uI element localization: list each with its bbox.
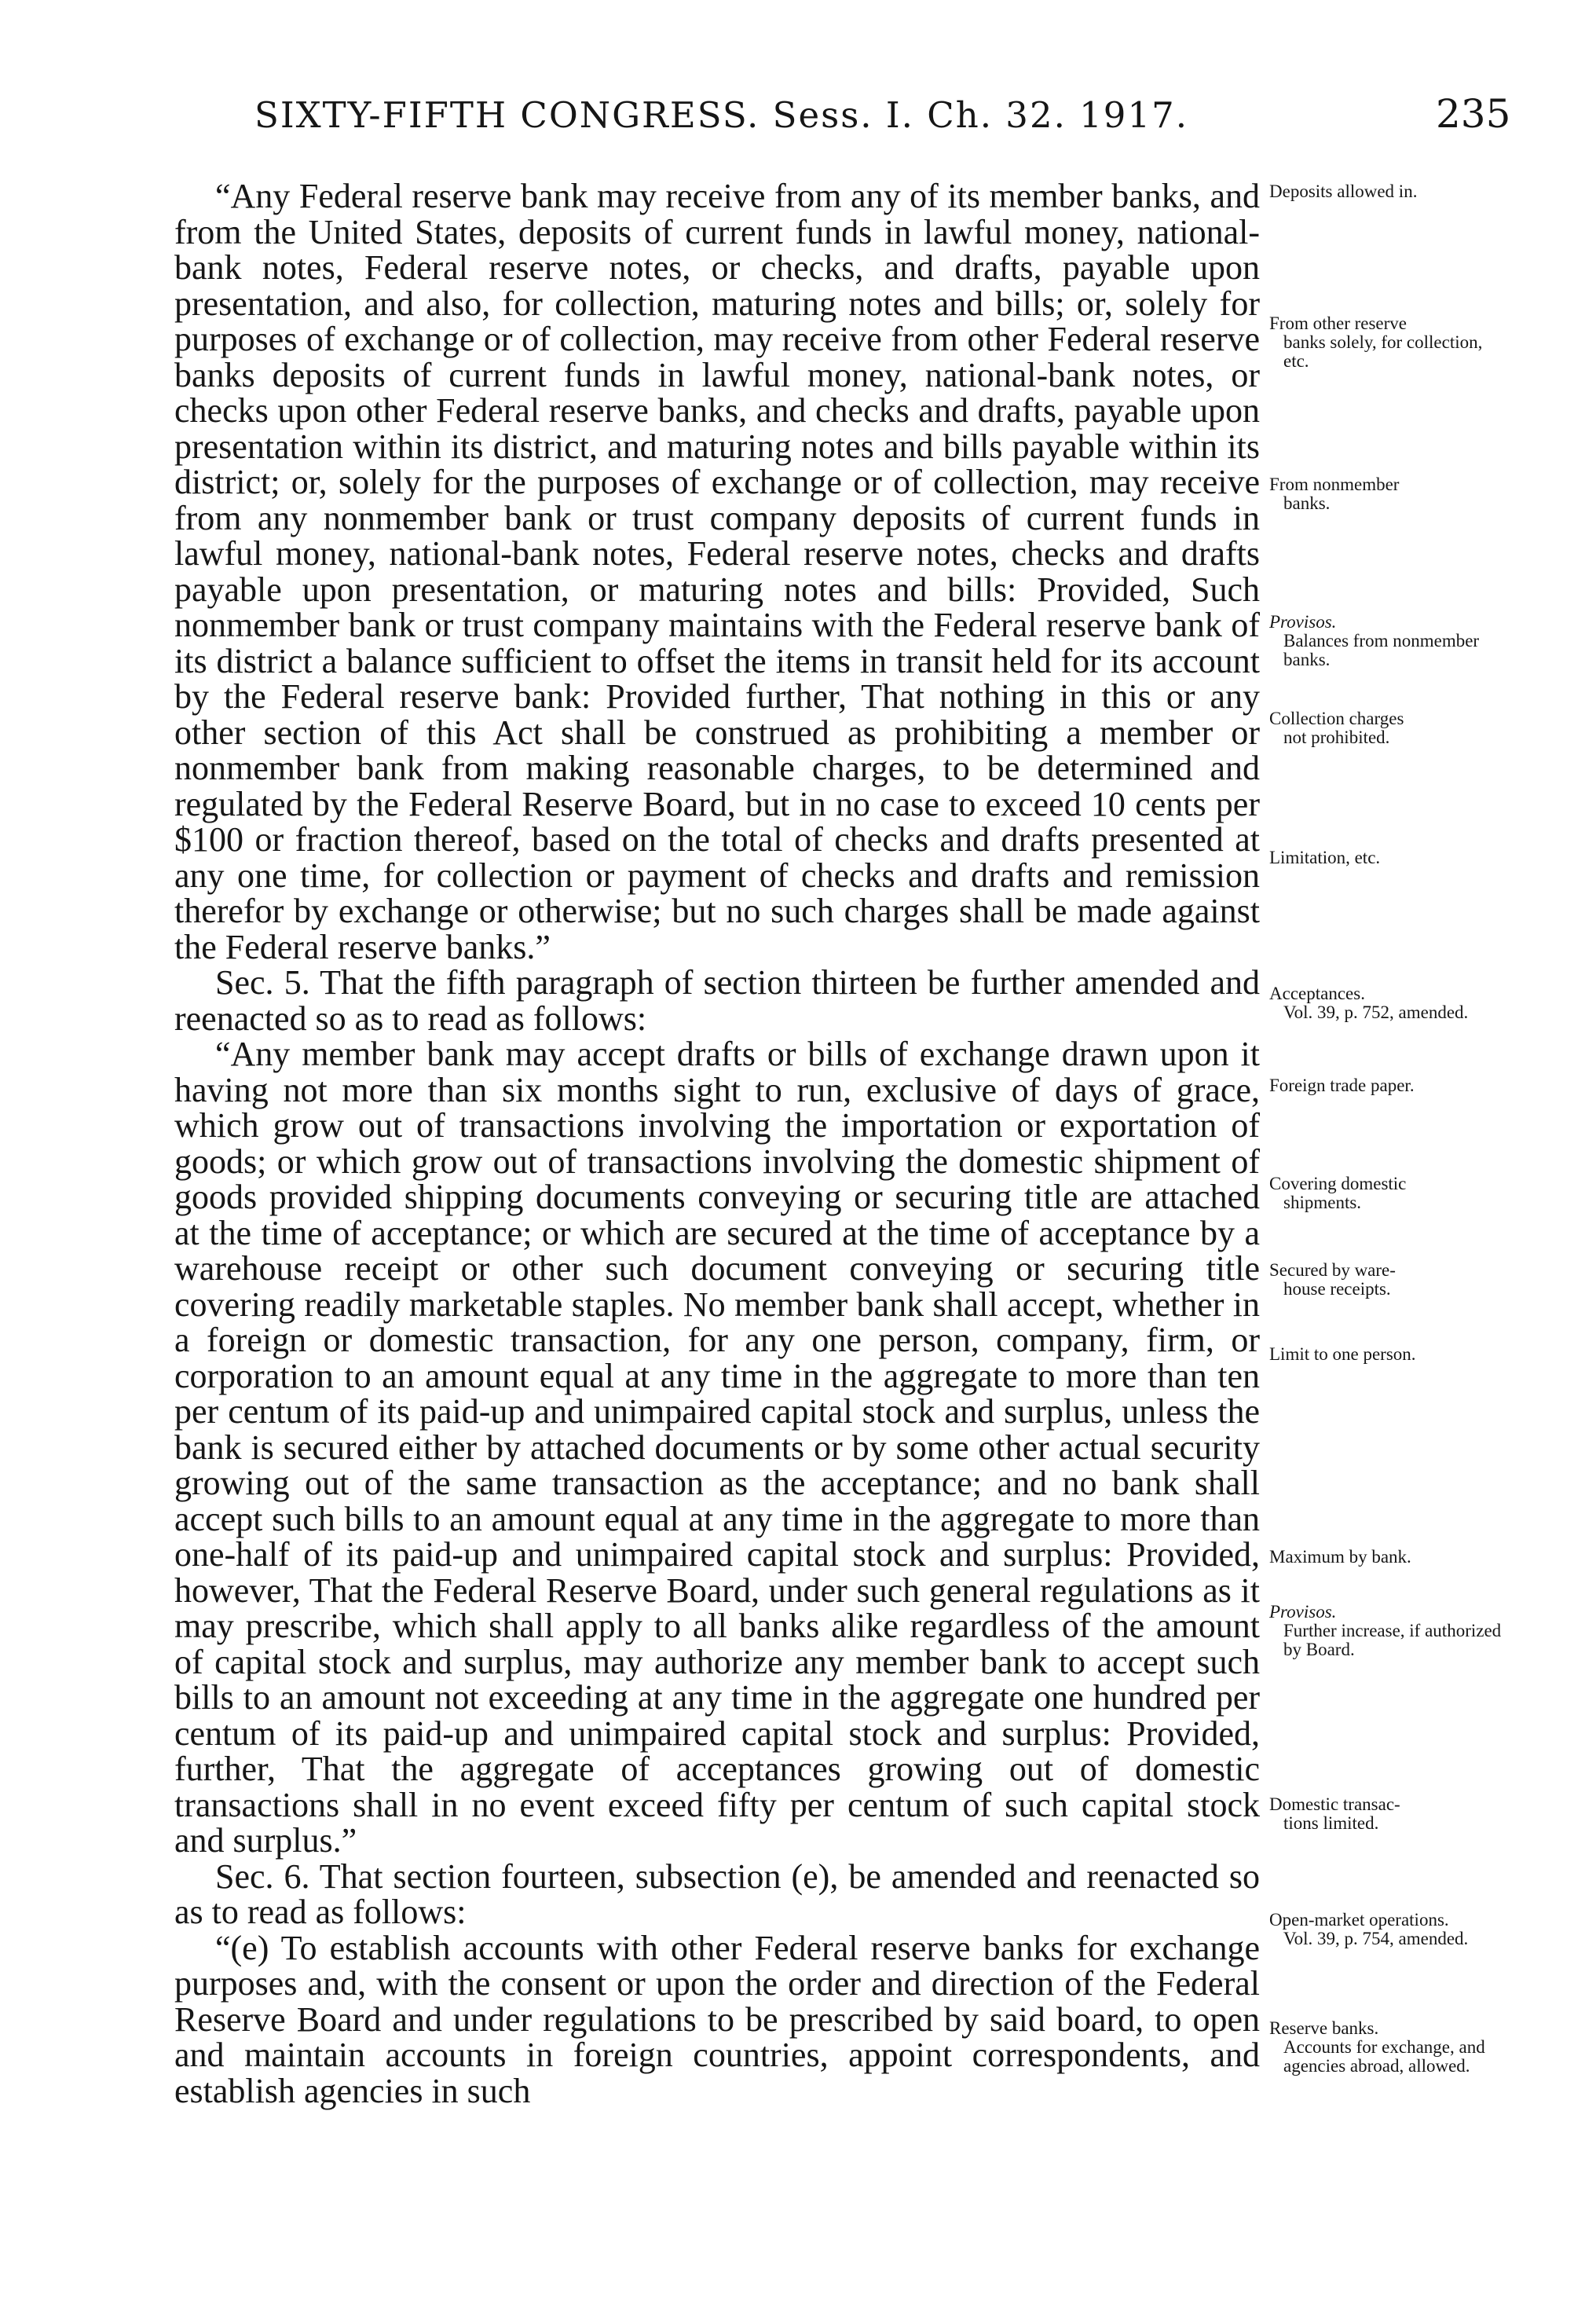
margin-note: Provisos. Balances from nonmember banks. bbox=[1269, 612, 1480, 669]
paragraph-sec-6: Sec. 6. That section fourteen, subsection (e), be amended and reenacted so as to read as follows: bbox=[174, 1856, 1260, 1931]
margin-note: Covering domestic shipments. bbox=[1269, 1174, 1407, 1212]
margin-note: Limit to one person. bbox=[1269, 1344, 1416, 1364]
running-title: SIXTY-FIFTH CONGRESS. Sess. I. Ch. 32. 1917. bbox=[254, 94, 1189, 136]
margin-note: Limitation, etc. bbox=[1269, 848, 1381, 867]
margin-note: From other reserve banks solely, for collection, etc. bbox=[1269, 313, 1483, 371]
margin-note: Collection charges not prohibited. bbox=[1269, 709, 1404, 747]
margin-note: Open-market operations. Vol. 39, p. 754, amended. bbox=[1269, 1910, 1469, 1948]
margin-note: Reserve banks. Accounts for exchange, and agencies abroad, allowed. bbox=[1269, 2018, 1485, 2076]
paragraph-subsection-e: “(e) To establish accounts with other Federal reserve banks for exchange purposes and, with the consent or upon the order and direction of the Federal Reserve Board and under regulations to be prescribed by said board, to open and maintain accounts in foreign countries, appoint correspondents, and establish agencies in such bbox=[174, 1928, 1260, 2110]
margin-note: Secured by ware- house receipts. bbox=[1269, 1260, 1396, 1299]
margin-note: Acceptances. Vol. 39, p. 752, amended. bbox=[1269, 984, 1469, 1022]
margin-note: Maximum by bank. bbox=[1269, 1547, 1411, 1567]
margin-note: Deposits allowed in. bbox=[1269, 181, 1418, 201]
paragraph-acceptances: “Any member bank may accept drafts or bills of exchange drawn upon it having not more than six months sight to run, exclusive of days of grace, which grow out of transactions involving the importation or exportation of goods; or which grow out of transactions involving the domestic shipment of goods provided shipping documents conveying or securing title are attached at the time of acceptance; or which are secured at the time of acceptance by a warehouse receipt or other such document conveying or securing title covering readily marketable staples. No member bank shall accept, whether in a foreign or domestic transaction, for any one person, company, firm, or corporation to an amount equal at any time in the aggregate to more than ten per centum of its paid-up and unimpaired capital stock and surplus, unless the bank is secured either by attached documents or by some other actual security growing out of the same transaction as the acceptance; and no bank shall accept such bills to an amount equal at any time in the aggregate to more than one-half of its paid-up and unimpaired capital stock and surplus: Provided, however, That the Federal Reserve Board, under such general regulations as it may prescribe, which shall apply to all banks alike regardless of the amount of capital stock and surplus, may authorize any member bank to accept such bills to an amount not exceeding at any time in the aggregate one hundred per centum of its paid-up and unimpaired capital stock and surplus: Provided, further, That the aggregate of acceptances growing out of domestic transactions shall in no event exceed fifty per centum of such capital stock and surplus.” bbox=[174, 1035, 1260, 1860]
margin-note: Provisos. Further increase, if authorized by Board. bbox=[1269, 1602, 1502, 1659]
main-text bbox=[174, 178, 1260, 2109]
margin-note: Foreign trade paper. bbox=[1269, 1076, 1415, 1095]
paragraph-sec-5: Sec. 5. That the fifth paragraph of section thirteen be further amended and reenacted so as to read as follows: bbox=[174, 963, 1260, 1038]
margin-note: Domestic transac- tions limited. bbox=[1269, 1794, 1400, 1833]
page-number: 235 bbox=[1436, 91, 1511, 137]
paragraph-deposits: “Any Federal reserve bank may receive from any of its member banks, and from the United States, deposits of current funds in lawful money, national-bank notes, Federal reserve notes, or checks, and drafts, payable upon presentation, and also, for collection, maturing notes and bills; or, solely for purposes of exchange or of collection, may receive from other Federal reserve banks deposits of current funds in lawful money, national-bank notes, or checks upon other Federal reserve banks, and checks and drafts, payable upon presentation within its district, and maturing notes and bills payable within its district; or, solely for the purposes of exchange or of collection, may receive from any nonmember bank or trust company deposits of current funds in lawful money, national-bank notes, Federal reserve notes, checks and drafts payable upon presentation, or maturing notes and bills: Provided, Such nonmember bank or trust company maintains with the Federal reserve bank of its district a balance sufficient to offset the items in transit held for its account by the Federal reserve bank: Provided further, That nothing in this or any other section of this Act shall be construed as prohibiting a member or nonmember bank from making reasonable charges, to be determined and regulated by the Federal Reserve Board, but in no case to exceed 10 cents per $100 or fraction thereof, based on the total of checks and drafts presented at any one time, for collection or payment of checks and drafts and remission therefor by exchange or otherwise; but no such charges shall be made against the Federal reserve banks.” bbox=[174, 177, 1260, 966]
margin-note: From nonmember banks. bbox=[1269, 475, 1400, 513]
running-header bbox=[0, 91, 1596, 157]
